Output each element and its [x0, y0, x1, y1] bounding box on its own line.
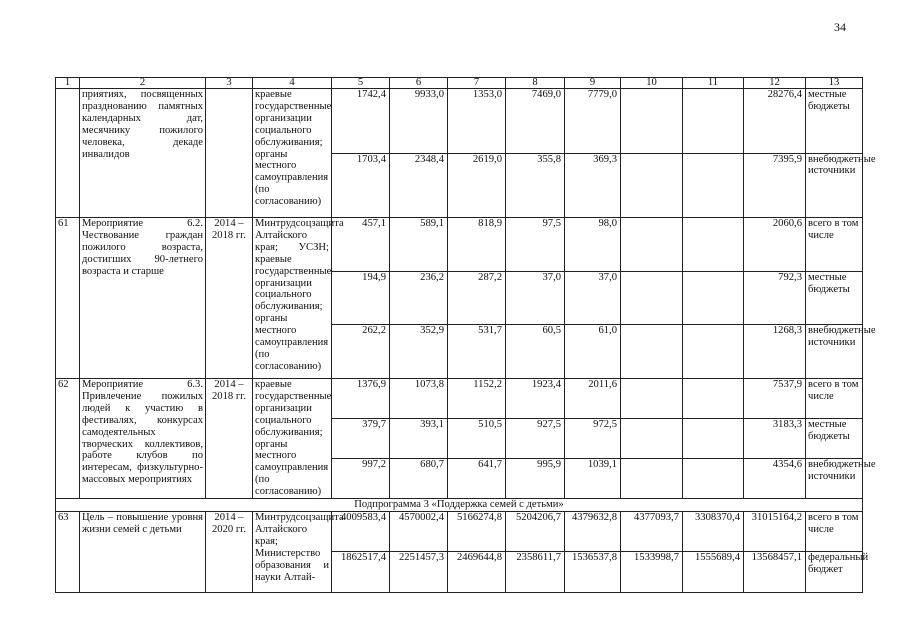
row-number-cell — [56, 89, 80, 218]
value-cell: 3308370,4 — [683, 511, 744, 552]
header-cell: 5 — [332, 78, 390, 89]
budget-table — [55, 77, 876, 593]
total-cell: 13568457,1 — [744, 552, 806, 593]
value-cell: 355,8 — [506, 153, 565, 218]
total-cell: 7537,9 — [744, 379, 806, 419]
total-cell: 4354,6 — [744, 459, 806, 499]
measure-description: приятиях, посвященных празднованию памятных календарных дат, месячнику пожилого человека, декаде инвалидов — [80, 89, 206, 218]
value-cell: 236,2 — [390, 271, 448, 325]
value-cell — [683, 459, 744, 499]
header-cell: 3 — [206, 78, 253, 89]
value-cell — [621, 379, 683, 419]
table-row — [56, 218, 863, 272]
value-cell: 98,0 — [565, 218, 621, 272]
total-cell: 3183,3 — [744, 419, 806, 459]
header-cell: 11 — [683, 78, 744, 89]
value-cell — [621, 153, 683, 218]
value-cell — [683, 271, 744, 325]
header-cell: 8 — [506, 78, 565, 89]
measure-description: Мероприятие 6.3. Привлечение пожилых людей к участию в фестивалях, конкурсах самодеятельных творческих коллективов, работе клубов по интересам, физкультурно-массовых мероприятиях — [80, 379, 206, 499]
value-cell: 2619,0 — [448, 153, 506, 218]
row-number-cell: 63 — [56, 511, 80, 592]
funding-source: всего в том числе — [806, 511, 863, 552]
header-cell: 9 — [565, 78, 621, 89]
value-cell: 997,2 — [332, 459, 390, 499]
value-cell: 1862517,4 — [332, 552, 390, 593]
value-cell: 1353,0 — [448, 89, 506, 154]
value-cell — [621, 89, 683, 154]
total-cell: 2060,6 — [744, 218, 806, 272]
value-cell — [621, 271, 683, 325]
value-cell: 1555689,4 — [683, 552, 744, 593]
value-cell — [683, 419, 744, 459]
value-cell: 457,1 — [332, 218, 390, 272]
executors-cell: краевые государственные организации социального обслуживания; органы местного самоуправления (по согласованию) — [253, 379, 332, 499]
value-cell: 818,9 — [448, 218, 506, 272]
value-cell: 1073,8 — [390, 379, 448, 419]
value-cell — [683, 218, 744, 272]
value-cell: 927,5 — [506, 419, 565, 459]
value-cell — [621, 419, 683, 459]
header-cell: 12 — [744, 78, 806, 89]
value-cell: 7779,0 — [565, 89, 621, 154]
value-cell: 61,0 — [565, 325, 621, 379]
value-cell: 589,1 — [390, 218, 448, 272]
executors-cell: Минтрудсоцзащита Алтайского края; Министерство образования и науки Алтай- — [253, 511, 332, 592]
funding-source: местные бюджеты — [806, 271, 863, 325]
funding-source: внебюджетные источники — [806, 325, 863, 379]
value-cell: 352,9 — [390, 325, 448, 379]
value-cell: 5166274,8 — [448, 511, 506, 552]
measure-description: Цель – повышение уровня жизни семей с детьми — [80, 511, 206, 592]
period-cell: 2014 – 2018 гг. — [206, 218, 253, 379]
total-cell: 7395,9 — [744, 153, 806, 218]
value-cell: 1533998,7 — [621, 552, 683, 593]
row-number-cell: 62 — [56, 379, 80, 499]
period-cell — [206, 89, 253, 218]
value-cell: 194,9 — [332, 271, 390, 325]
total-cell: 28276,4 — [744, 89, 806, 154]
value-cell: 2011,6 — [565, 379, 621, 419]
value-cell: 37,0 — [565, 271, 621, 325]
funding-source: всего в том числе — [806, 379, 863, 419]
funding-source: внебюджетные источники — [806, 459, 863, 499]
executors-cell: краевые государственные организации социального обслуживания; органы местного самоуправления (по согласованию) — [253, 89, 332, 218]
header-cell: 1 — [56, 78, 80, 89]
funding-source: местные бюджеты — [806, 89, 863, 154]
value-cell — [683, 379, 744, 419]
value-cell: 369,3 — [565, 153, 621, 218]
value-cell: 2469644,8 — [448, 552, 506, 593]
executors-cell: Минтрудсоцзащита Алтайского края; УСЗН; краевые государственные организации социального обслуживания; органы местного самоуправления (по согласованию) — [253, 218, 332, 379]
value-cell: 531,7 — [448, 325, 506, 379]
value-cell: 680,7 — [390, 459, 448, 499]
total-cell: 31015164,2 — [744, 511, 806, 552]
funding-source: внебюджетные источники — [806, 153, 863, 218]
total-cell: 1268,3 — [744, 325, 806, 379]
funding-source: всего в том числе — [806, 218, 863, 272]
funding-source: местные бюджеты — [806, 419, 863, 459]
value-cell: 2348,4 — [390, 153, 448, 218]
value-cell: 379,7 — [332, 419, 390, 459]
period-cell: 2014 – 2020 гг. — [206, 511, 253, 592]
header-cell: 4 — [253, 78, 332, 89]
value-cell — [621, 325, 683, 379]
value-cell: 1376,9 — [332, 379, 390, 419]
value-cell: 4570002,4 — [390, 511, 448, 552]
table-row — [56, 89, 863, 154]
value-cell: 1152,2 — [448, 379, 506, 419]
funding-source: федеральный бюджет — [806, 552, 863, 593]
header-cell: 13 — [806, 78, 863, 89]
value-cell: 287,2 — [448, 271, 506, 325]
value-cell: 1536537,8 — [565, 552, 621, 593]
row-number-cell: 61 — [56, 218, 80, 379]
value-cell: 1039,1 — [565, 459, 621, 499]
header-cell: 6 — [390, 78, 448, 89]
value-cell: 9933,0 — [390, 89, 448, 154]
subprogram-heading: Подпрограмма 3 «Поддержка семей с детьми» — [56, 499, 863, 512]
value-cell: 4379632,8 — [565, 511, 621, 552]
table-row — [56, 379, 863, 419]
value-cell — [621, 218, 683, 272]
value-cell: 60,5 — [506, 325, 565, 379]
table-row — [56, 511, 863, 552]
value-cell: 1923,4 — [506, 379, 565, 419]
page-number: 34 — [834, 20, 846, 34]
value-cell: 262,2 — [332, 325, 390, 379]
header-cell: 2 — [80, 78, 206, 89]
value-cell: 2251457,3 — [390, 552, 448, 593]
value-cell: 995,9 — [506, 459, 565, 499]
value-cell: 510,5 — [448, 419, 506, 459]
value-cell: 4377093,7 — [621, 511, 683, 552]
value-cell: 1703,4 — [332, 153, 390, 218]
value-cell: 641,7 — [448, 459, 506, 499]
total-cell: 792,3 — [744, 271, 806, 325]
period-cell: 2014 – 2018 гг. — [206, 379, 253, 499]
measure-description: Мероприятие 6.2. Чествование граждан пожилого возраста, достигших 90-летнего возраста и старше — [80, 218, 206, 379]
header-cell: 7 — [448, 78, 506, 89]
value-cell — [683, 89, 744, 154]
value-cell: 7469,0 — [506, 89, 565, 154]
value-cell: 37,0 — [506, 271, 565, 325]
value-cell — [621, 459, 683, 499]
value-cell: 393,1 — [390, 419, 448, 459]
value-cell: 97,5 — [506, 218, 565, 272]
header-row — [56, 78, 863, 89]
value-cell — [683, 153, 744, 218]
value-cell: 1742,4 — [332, 89, 390, 154]
value-cell: 2358611,7 — [506, 552, 565, 593]
header-cell: 10 — [621, 78, 683, 89]
value-cell: 4009583,4 — [332, 511, 390, 552]
value-cell: 972,5 — [565, 419, 621, 459]
value-cell: 5204206,7 — [506, 511, 565, 552]
value-cell — [683, 325, 744, 379]
subprogram-row — [56, 499, 863, 512]
